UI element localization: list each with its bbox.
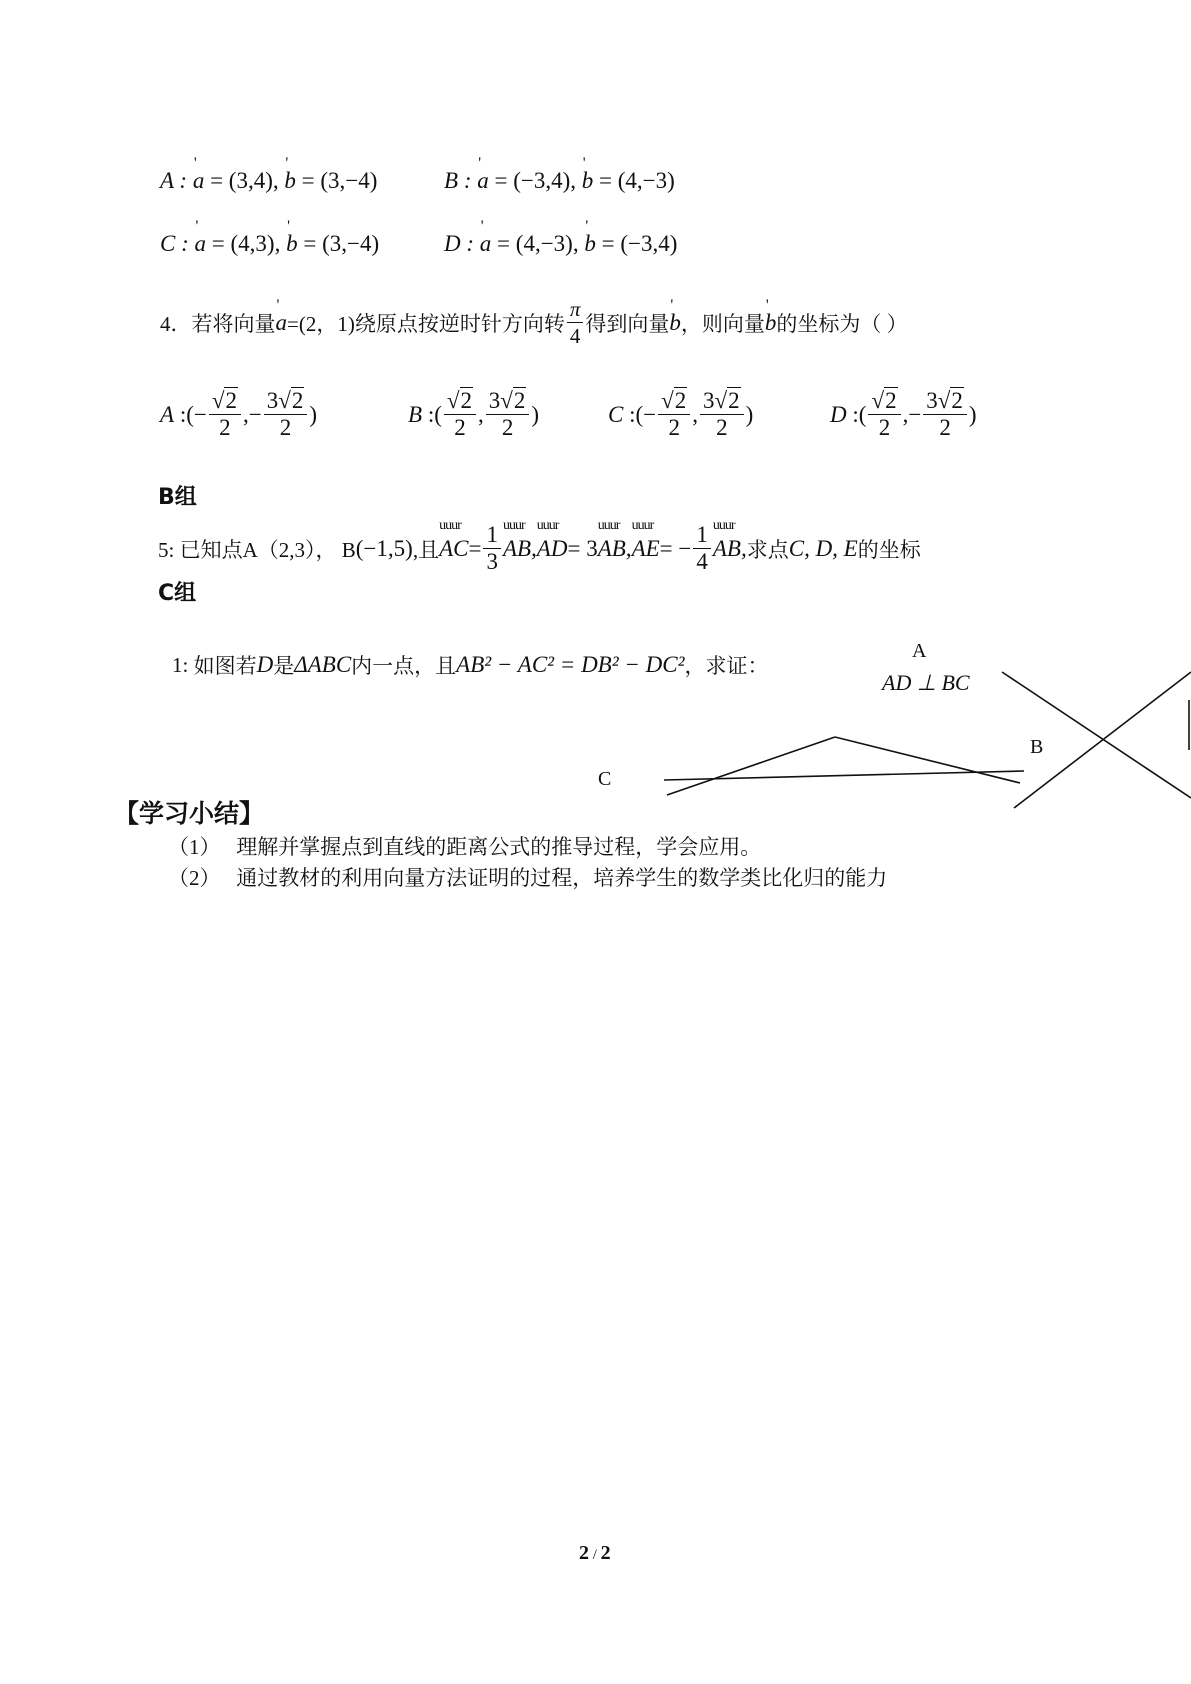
figure-line-3 [664, 771, 1024, 780]
figure-line-5 [835, 737, 1020, 783]
q4-stem: 4．若将向量 ' a =(2，1)绕原点按逆时针方向转 $\frac{\pi}{4}$ 得到向量 ' b ，则向量 ' b 的坐标为（ ） [160, 296, 908, 349]
q4-option-a: A : (− $\frac{√2}{2}$ ,− $\frac{3√2}{2}$ ) [160, 388, 317, 440]
figure-line-2 [1014, 672, 1191, 808]
q4-option-b: B : ( $\frac{√2}{2}$ , $\frac{3√2}{2}$ ) [408, 388, 540, 440]
summary-item-2: （2） 通过教材的利用向量方法证明的过程，培养学生的数学类比化归的能力 [168, 866, 888, 890]
figure-label-a: A [912, 640, 927, 662]
figure-line-1 [1002, 672, 1191, 798]
group-b-heading: B组 [158, 485, 197, 510]
q4-option-c: C : (− $\frac{√2}{2}$ , $\frac{3√2}{2}$ ) [608, 388, 754, 440]
proof-goal: AD ⊥ BC [882, 670, 970, 695]
q4-option-d: D : ( $\frac{√2}{2}$ ,− $\frac{3√2}{2}$ ) [830, 388, 977, 440]
q3-option-c: C : ' a = (4,3), ' b = (3,−4) [160, 231, 379, 257]
summary-item-1: （1） 理解并掌握点到直线的距离公式的推导过程，学会应用。 [168, 835, 762, 859]
q3-option-d: D : ' a = (4,−3), ' b = (−3,4) [444, 231, 677, 257]
figure-label-b: B [1030, 736, 1044, 758]
summary-title: 【学习小结】 [114, 799, 265, 828]
group-c-heading: C组 [158, 581, 197, 606]
q3-option-b: B : ' a = (−3,4), ' b = (4,−3) [444, 168, 675, 194]
figure-line-4 [667, 737, 835, 795]
figure-label-c: C [598, 768, 612, 790]
q3-option-a: A : ' a = (3,4), ' b = (3,−4) [160, 168, 377, 194]
q5-stem: 5: 已知点A（2,3）， B (−1,5) ,且 uuur AC = $\frac{1}{3}$ uuur AB, uuur AD = 3 uuur AB, uuur AE = − $\frac{1}{4}$ uuur AB, 求点 C, D, E 的坐标 [158, 517, 921, 574]
page-number: 2 / 2 [579, 1542, 611, 1564]
c-q1-stem: 1: 如图若 D 是 ΔABC 内一点，且 AB² − AC² = DB² − DC² ，求证： [172, 652, 769, 678]
